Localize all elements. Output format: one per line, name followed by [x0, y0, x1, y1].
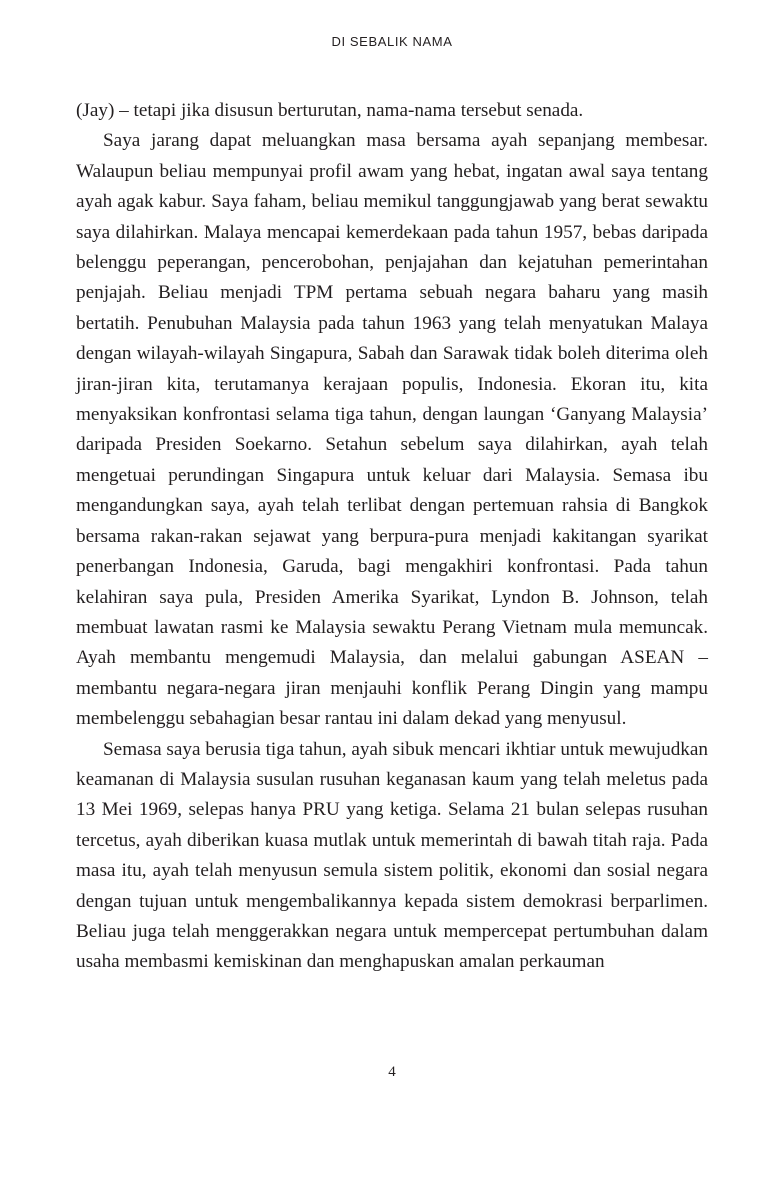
running-header: DI SEBALIK NAMA [331, 34, 453, 49]
body-text [76, 96, 708, 978]
paragraph: Semasa saya berusia tiga tahun, ayah sibuk mencari ikhtiar untuk mewujudkan keamanan di Malaysia susulan rusuhan keganasan kaum yang telah meletus pada 13 Mei 1969, selepas hanya PRU yang ketiga. Selama 21 bulan selepas rusuhan tercetus, ayah diberikan kuasa mutlak untuk memerintah di bawah titah raja. Pada masa itu, ayah telah menyusun semula sistem politik, ekonomi dan sosial negara dengan tujuan untuk mengembalikannya kepada sistem demokrasi berparlimen. Beliau juga telah menggerakkan negara untuk mempercepat pertumbuhan dalam usaha membasmi kemiskinan dan menghapuskan amalan perkauman [76, 738, 708, 973]
paragraph: Saya jarang dapat meluangkan masa bersama ayah sepanjang membesar. Walaupun beliau mempunyai profil awam yang hebat, ingatan awal saya tentang ayah agak kabur. Saya faham, beliau memikul tanggungjawab yang berat sewaktu saya dilahirkan. Malaya mencapai kemerdekaan pada tahun 1957, bebas daripada belenggu peperangan, pencerobohan, penjajahan dan kejatuhan pemerintahan penjajah. Beliau menjadi TPM pertama sebuah negara baharu yang masih bertatih. Penubuhan Malaysia pada tahun 1963 yang telah menyatukan Malaya dengan wilayah-wilayah Singapura, Sabah dan Sarawak tidak boleh diterima oleh jiran-jiran kita, terutamanya kerajaan populis, Indonesia. Ekoran itu, kita menyaksikan konfrontasi selama tiga tahun, dengan laungan ‘Ganyang Malaysia’ daripada Presiden Soekarno. Setahun sebelum saya dilahirkan, ayah telah mengetuai perundingan Singapura untuk keluar dari Malaysia. Semasa ibu mengandungkan saya, ayah telah terlibat dengan pertemuan rahsia di Bangkok bersama rakan-rakan sejawat yang berpura-pura menjadi kakitangan syarikat penerbangan Indonesia, Garuda, bagi mengakhiri konfrontasi. Pada tahun kelahiran saya pula, Presiden Amerika Syarikat, Lyndon B. Johnson, telah membuat lawatan rasmi ke Malaysia sewaktu Perang Vietnam mula memuncak. Ayah membantu mengemudi Malaysia, dan melalui gabungan ASEAN – membantu negara-negara jiran menjauhi konflik Perang Dingin yang mampu membelenggu sebahagian besar rantau ini dalam dekad yang menyusul. [76, 130, 708, 730]
page-number: 4 [388, 1064, 396, 1080]
paragraph-continuation: (Jay) – tetapi jika disusun berturutan, nama-nama tersebut senada. [76, 100, 584, 121]
